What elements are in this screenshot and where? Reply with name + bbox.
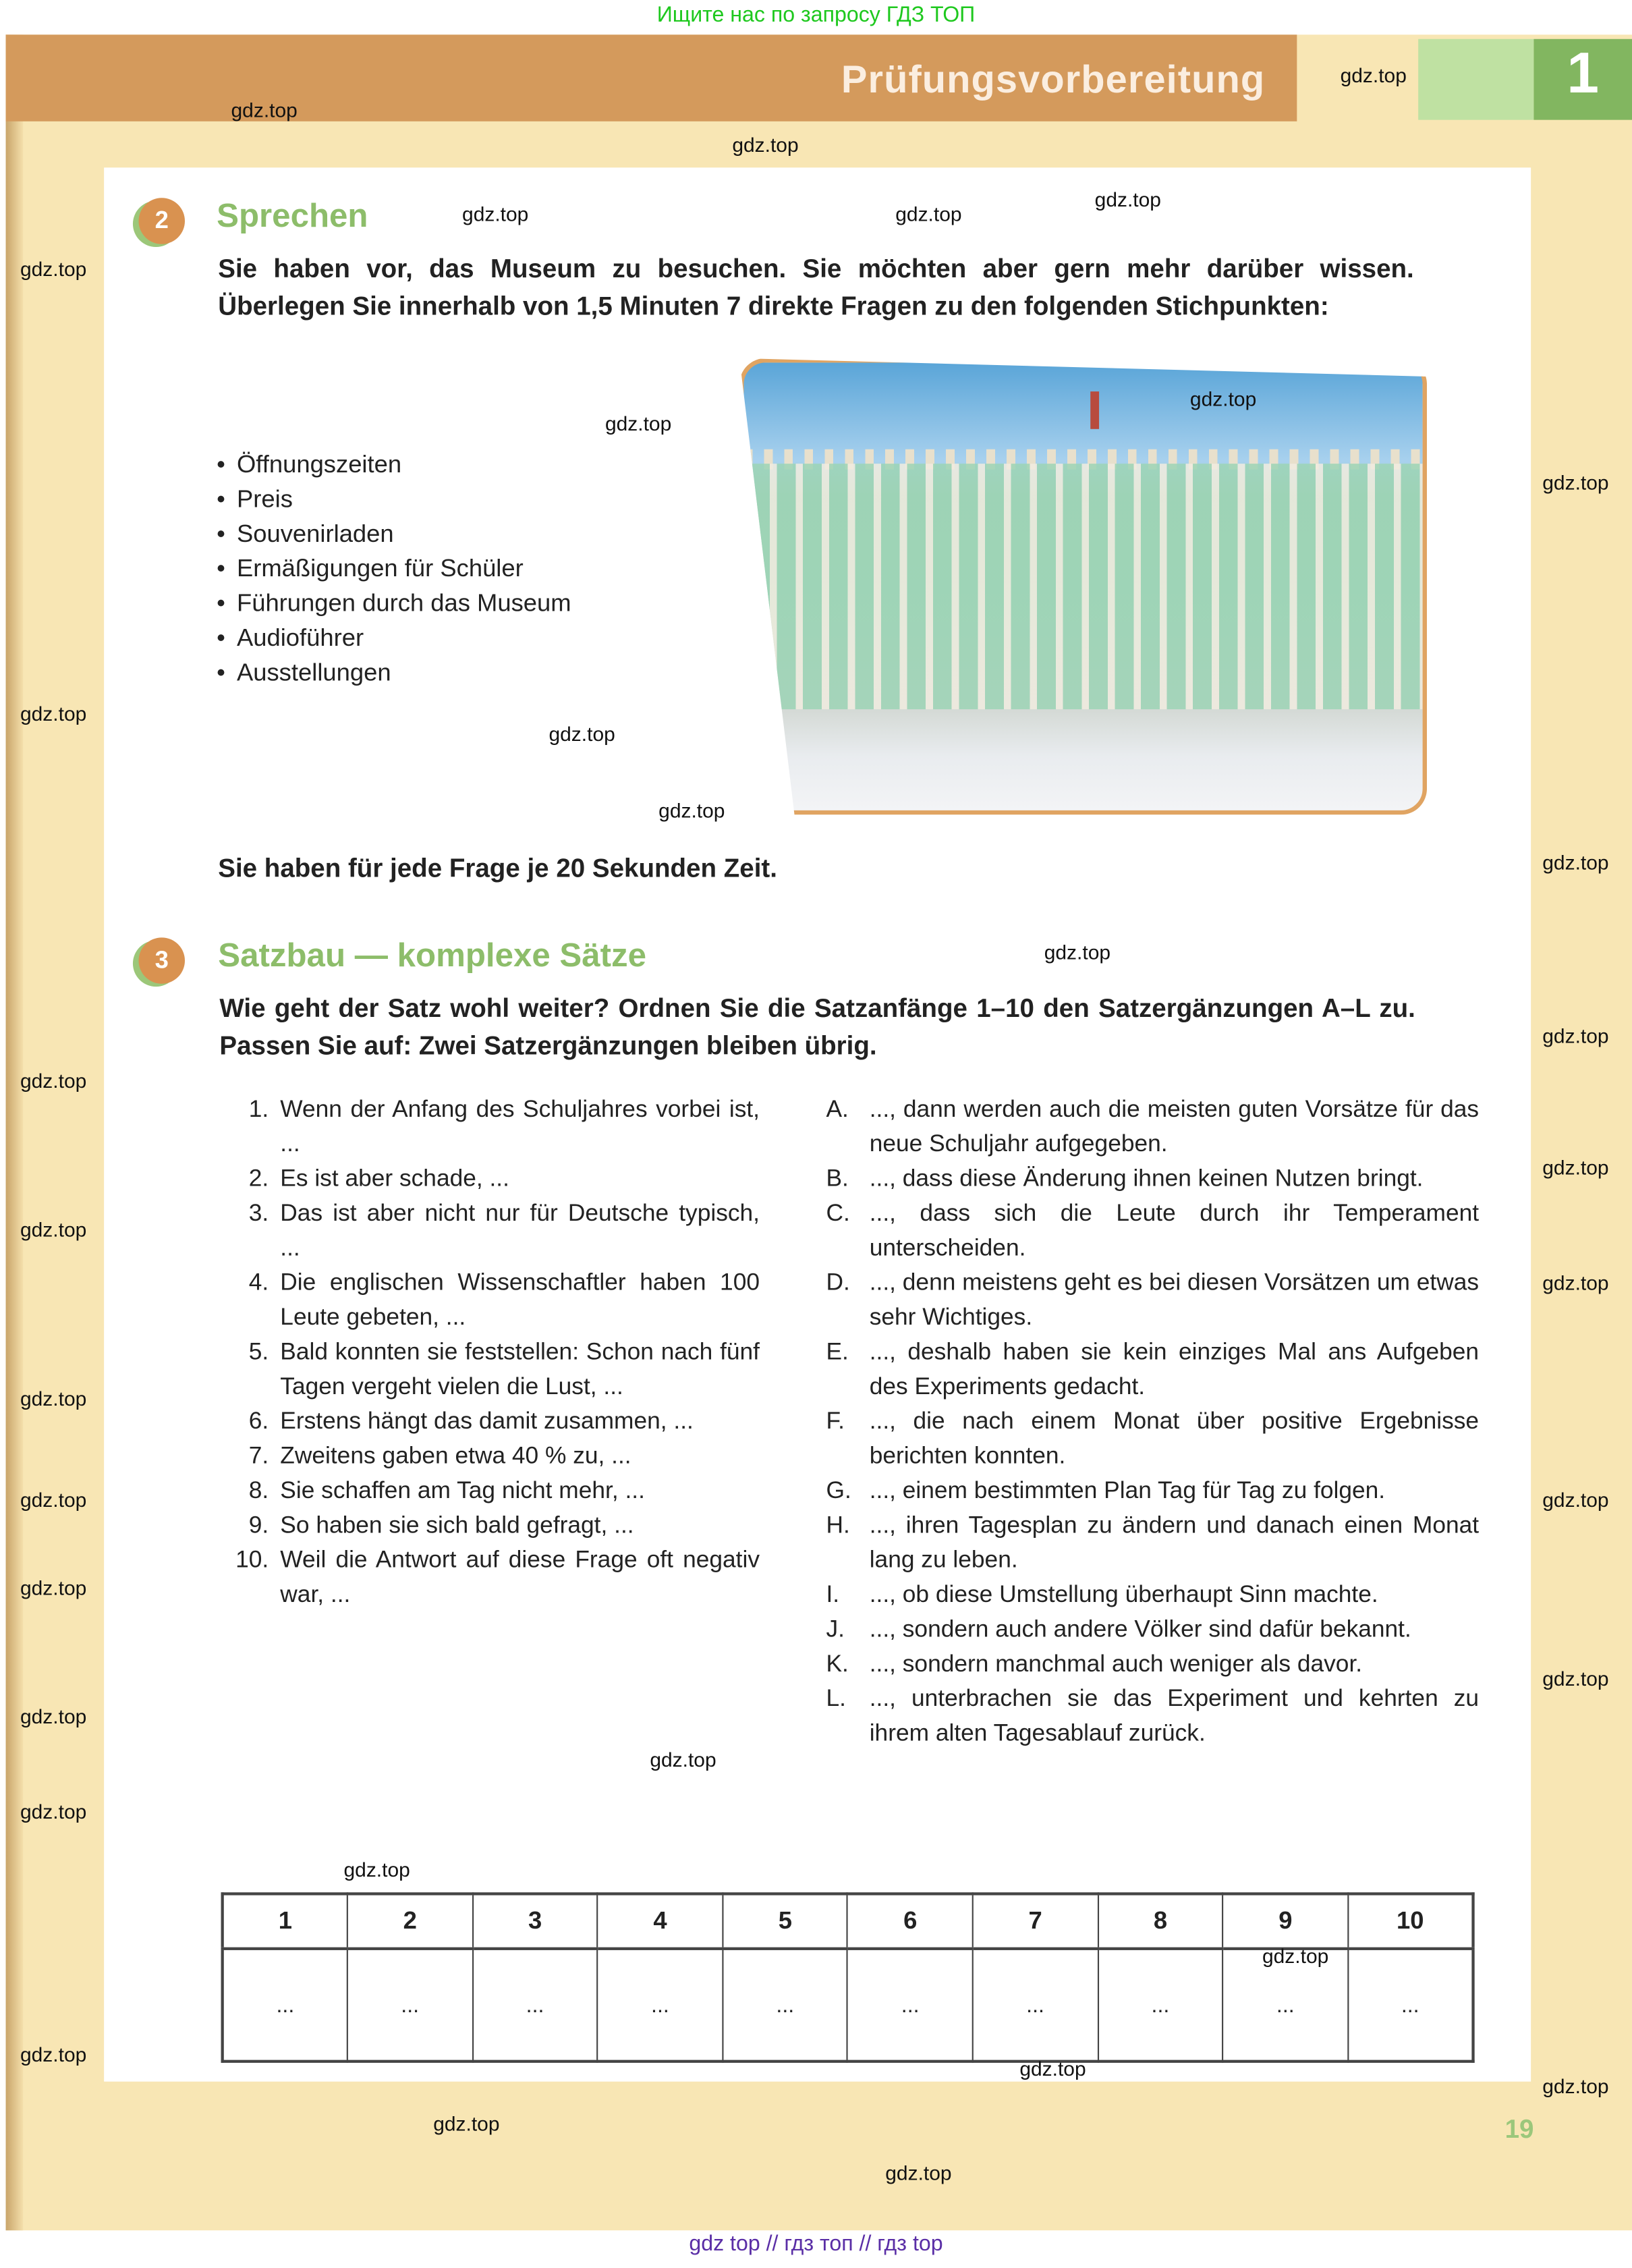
item-key: H. (826, 1512, 850, 1539)
top-note[interactable]: Ищите нас по запросу ГДЗ ТОП (656, 3, 976, 28)
item-key: 10. (235, 1547, 269, 1574)
watermark: gdz.top (231, 98, 298, 121)
page-number: 19 (1504, 2114, 1534, 2144)
list-item: • Souvenirladen (217, 517, 571, 551)
item-text: ..., deshalb haben sie kein einziges Mal ans Aufgeben des Experiments gedacht. (869, 1339, 1480, 1400)
item-text: ..., dann werden auch die meisten guten Vorsätze für das neue Schuljahr aufgegeben. (869, 1096, 1480, 1157)
item-text: ..., dass sich die Leute durch ihr Temperament unterscheiden. (869, 1200, 1480, 1261)
watermark: gdz.top (1340, 63, 1407, 87)
chapter-number: 1 (1533, 39, 1632, 120)
sentence-endings (826, 1092, 1479, 1750)
table-header-cell: 4 (598, 1893, 723, 1948)
item-text: ..., denn meistens geht es bei diesen Vorsätzen um etwas sehr Wichtiges. (869, 1269, 1480, 1331)
watermark: gdz.top (20, 257, 87, 281)
answer-cell[interactable]: ... (1223, 1949, 1348, 2062)
list-item (228, 1092, 760, 1161)
watermark: gdz.top (1542, 470, 1609, 495)
list-item (826, 1474, 1479, 1508)
table-header-cell: 10 (1348, 1893, 1473, 1948)
watermark: gdz.top (20, 2042, 87, 2066)
table-header-cell: 2 (347, 1893, 472, 1948)
item-key: 5. (248, 1339, 269, 1365)
page-spine (6, 34, 24, 2230)
list-item: • Preis (217, 482, 571, 517)
item-text: So haben sie sich bald gefragt, ... (280, 1512, 634, 1539)
museum-photo (739, 358, 1427, 814)
item-text: Sie schaffen am Tag nicht mehr, ... (280, 1477, 645, 1504)
section-3-title: Satzbau — komplexe Sätze (218, 936, 647, 974)
list-item: • Ermäßigungen für Schüler (217, 552, 571, 586)
watermark: gdz.top (1094, 188, 1161, 211)
answer-cell[interactable]: ... (223, 1949, 347, 2062)
stichpunkte-list (217, 448, 571, 691)
answer-cell[interactable]: ... (973, 1949, 1098, 2062)
watermark: gdz.top (20, 702, 87, 725)
list-item (228, 1335, 760, 1404)
table-header-cell: 9 (1223, 1893, 1348, 1948)
item-text: Erstens hängt das damit zusammen, ... (280, 1408, 694, 1435)
answer-cell[interactable]: ... (598, 1949, 723, 2062)
item-key: 8. (248, 1477, 269, 1504)
item-text: Bald konnten sie feststellen: Schon nach fünf Tagen vergeht vielen die Lust, ... (280, 1339, 760, 1400)
watermark: gdz.top (548, 722, 615, 746)
watermark: gdz.top (658, 798, 725, 823)
item-text: ..., sondern manchmal auch weniger als davor. (869, 1651, 1363, 1678)
list-item: • Audioführer (217, 621, 571, 656)
table-header-cell: 1 (223, 1893, 347, 1948)
list-item (228, 1404, 760, 1439)
item-key: K. (826, 1651, 849, 1678)
section-2-title: Sprechen (217, 196, 368, 234)
list-item (826, 1578, 1479, 1612)
watermark: gdz.top (1542, 850, 1609, 875)
item-key: C. (826, 1200, 850, 1227)
watermark: gdz.top (1044, 940, 1111, 964)
header-title: Prüfungsvorbereitung (841, 57, 1266, 101)
footer-links[interactable]: gdz top // гдз топ // гдз top (689, 2232, 943, 2257)
watermark: gdz.top (20, 1069, 87, 1092)
item-text: ..., dass diese Änderung ihnen keinen Nutzen bringt. (869, 1165, 1424, 1192)
list-item (826, 1612, 1479, 1647)
list-item (228, 1474, 760, 1508)
item-text: Die englischen Wissenschaftler haben 100 Leute gebeten, ... (280, 1269, 760, 1331)
watermark: gdz.top (1019, 2057, 1086, 2080)
watermark: gdz.top (343, 1857, 410, 1881)
watermark: gdz.top (1542, 1024, 1609, 1048)
palace-facade (743, 464, 1422, 709)
item-key: 1. (248, 1096, 269, 1123)
list-item (826, 1404, 1479, 1474)
table-header-cell: 6 (848, 1893, 973, 1948)
watermark: gdz.top (1542, 2074, 1609, 2098)
watermark: gdz.top (1189, 387, 1257, 410)
watermark: gdz.top (20, 1705, 87, 1728)
list-item (228, 1543, 760, 1612)
item-text: ..., sondern auch andere Völker sind dafür bekannt. (869, 1616, 1411, 1642)
item-key: I. (826, 1582, 840, 1608)
list-item: • Öffnungszeiten (217, 448, 571, 482)
item-text: Es ist aber schade, ... (280, 1165, 509, 1192)
list-item (826, 1161, 1479, 1196)
watermark: gdz.top (1542, 1271, 1609, 1295)
section-3-number: 3 (139, 937, 186, 984)
answer-table (221, 1892, 1475, 2063)
list-item: • Führungen durch das Museum (217, 586, 571, 621)
answer-cell[interactable]: ... (723, 1949, 847, 2062)
list-item (826, 1335, 1479, 1404)
item-text: Weil die Antwort auf diese Frage oft negativ war, ... (280, 1547, 760, 1608)
section-3-task: Wie geht der Satz wohl weiter? Ordnen Sie die Satzanfänge 1–10 den Satzergänzungen A–L zu. Passen Sie auf: Zwei Satzergänzungen bleiben übrig. (219, 993, 1415, 1060)
answer-cell[interactable]: ... (848, 1949, 973, 2062)
item-key: 9. (248, 1512, 269, 1539)
item-key: 2. (248, 1165, 269, 1192)
list-item (228, 1439, 760, 1473)
item-text: Das ist aber nicht nur für Deutsche typisch, ... (280, 1200, 760, 1261)
section-2-task: Sie haben vor, das Museum zu besuchen. Sie möchten aber gern mehr darüber wissen. Überlegen Sie innerhalb von 1,5 Minuten 7 direkte Fragen zu den folgenden Stichpunkten: (218, 254, 1414, 321)
watermark: gdz.top (20, 1487, 87, 1512)
item-key: A. (826, 1096, 849, 1123)
item-text: ..., einem bestimmten Plan Tag für Tag zu folgen. (869, 1477, 1386, 1504)
answer-cell[interactable]: ... (472, 1949, 597, 2062)
answer-cell[interactable]: ... (1098, 1949, 1222, 2062)
item-key: 4. (248, 1269, 269, 1296)
header-banner (6, 34, 1297, 121)
answer-cell[interactable]: ... (1348, 1949, 1473, 2062)
table-header-cell: 7 (973, 1893, 1098, 1948)
item-key: E. (826, 1339, 849, 1365)
list-item (826, 1196, 1479, 1265)
watermark: gdz.top (1262, 1944, 1329, 1968)
item-text: ..., ob diese Umstellung überhaupt Sinn machte. (869, 1582, 1378, 1608)
list-item (826, 1682, 1479, 1751)
list-item (826, 1647, 1479, 1681)
item-key: 3. (248, 1200, 269, 1227)
item-key: J. (826, 1616, 845, 1642)
list-item: • Ausstellungen (217, 656, 571, 690)
answer-cell[interactable]: ... (347, 1949, 472, 2062)
watermark: gdz.top (1542, 1155, 1609, 1179)
item-key: B. (826, 1165, 849, 1192)
list-item (228, 1508, 760, 1543)
watermark: gdz.top (1542, 1667, 1609, 1690)
list-item (228, 1161, 760, 1196)
watermark: gdz.top (20, 1576, 87, 1599)
section-2-number: 2 (139, 198, 186, 244)
watermark: gdz.top (650, 1748, 716, 1771)
answer-table-header (223, 1893, 1473, 1948)
item-text: ..., unterbrachen sie das Experiment und kehrten zu ihrem alten Tagesablauf zurück. (869, 1686, 1480, 1747)
item-key: 6. (248, 1408, 269, 1435)
section-2-note: Sie haben für jede Frage je 20 Sekunden Zeit. (218, 854, 777, 883)
chapter-tab-light (1418, 39, 1533, 120)
item-key: G. (826, 1477, 851, 1504)
watermark: gdz.top (20, 1800, 87, 1823)
item-key: L. (826, 1686, 846, 1712)
watermark: gdz.top (433, 2111, 500, 2135)
watermark: gdz.top (732, 132, 799, 157)
item-text: Zweitens gaben etwa 40 % zu, ... (280, 1443, 631, 1470)
table-header-cell: 5 (723, 1893, 847, 1948)
item-key: F. (826, 1408, 845, 1435)
item-key: 7. (248, 1443, 269, 1470)
watermark: gdz.top (462, 202, 529, 225)
list-item (826, 1092, 1479, 1161)
table-header-cell: 8 (1098, 1893, 1222, 1948)
table-header-cell: 3 (472, 1893, 597, 1948)
item-text: ..., die nach einem Monat über positive Ergebnisse berichten konnten. (869, 1408, 1480, 1470)
watermark: gdz.top (885, 2161, 952, 2184)
watermark: gdz.top (20, 1217, 87, 1241)
sentence-beginnings (228, 1092, 760, 1612)
item-text: ..., ihren Tagesplan zu ändern und danach einen Monat lang zu leben. (869, 1512, 1480, 1574)
list-item (826, 1508, 1479, 1578)
watermark: gdz.top (895, 202, 962, 225)
list-item (228, 1265, 760, 1335)
watermark: gdz.top (604, 412, 672, 435)
watermark: gdz.top (20, 1387, 87, 1410)
item-key: D. (826, 1269, 850, 1296)
list-item (826, 1265, 1479, 1335)
list-item (228, 1196, 760, 1265)
flag-icon (1090, 391, 1099, 429)
watermark: gdz.top (1542, 1487, 1609, 1512)
item-text: Wenn der Anfang des Schuljahres vorbei ist, ... (280, 1096, 760, 1157)
